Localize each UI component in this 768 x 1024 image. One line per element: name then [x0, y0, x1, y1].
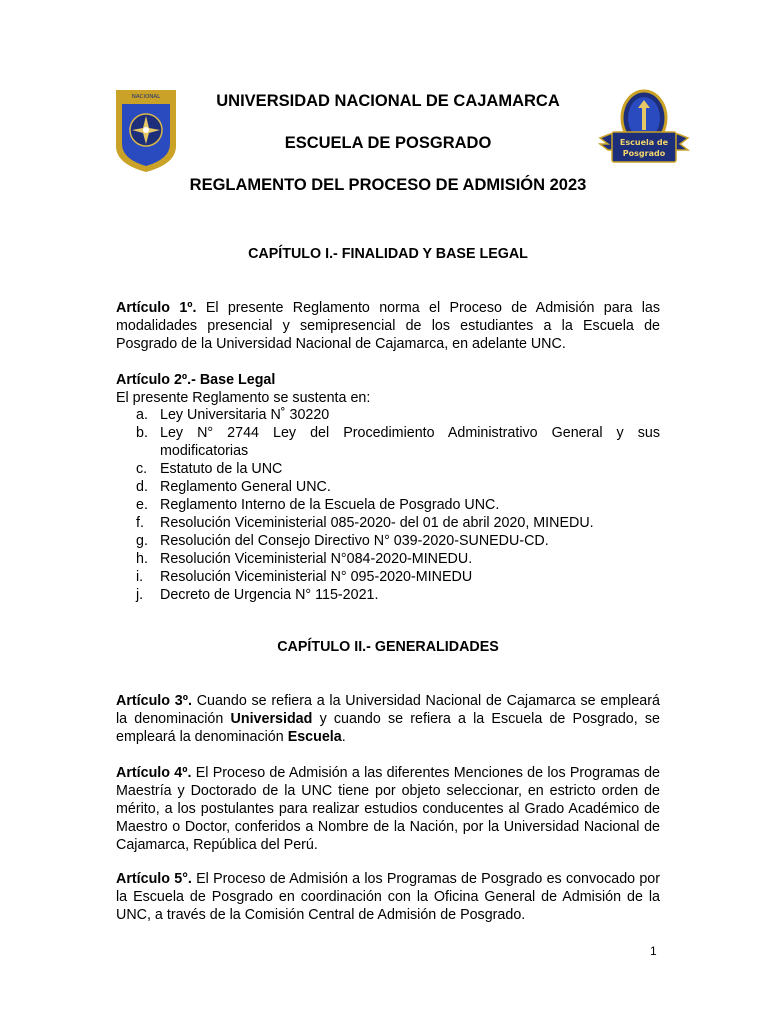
list-marker: h.	[136, 551, 148, 567]
list-item-text: Estatuto de la UNC	[160, 461, 283, 477]
list-item-text: Resolución Viceministerial 085-2020- del 01 de abril 2020, MINEDU.	[160, 515, 594, 531]
list-item	[136, 532, 660, 550]
list-item	[136, 496, 660, 514]
article-3-label: Artículo 3º.	[116, 693, 192, 709]
article-4-text: El Proceso de Admisión a las diferentes Menciones de los Programas de Maestría y Doctorado de la UNC tiene por objeto seleccionar, en estricto orden de mérito, a los postulantes para realizar estudios conducentes al Grado Académico de Maestro o Doctor, conferidos a Nombre de la Nación, por la Universidad Nacional de Cajamarca, República del Perú.	[116, 765, 660, 853]
list-item-text: Resolución del Consejo Directivo N° 039-2020-SUNEDU-CD.	[160, 533, 549, 549]
article-4-label: Artículo 4º.	[116, 765, 192, 781]
list-item-text: Ley N° 2744 Ley del Procedimiento Administrativo General y sus modificatorias	[160, 425, 660, 459]
article-5-label: Artículo 5°.	[116, 871, 192, 887]
list-item	[136, 568, 660, 586]
article-5	[116, 870, 660, 924]
legal-basis-list	[136, 406, 660, 604]
chapter-2-title: CAPÍTULO II.- GENERALIDADES	[277, 639, 499, 655]
list-item	[136, 424, 660, 460]
article-2-intro: El presente Reglamento se sustenta en:	[116, 390, 371, 406]
list-marker: g.	[136, 533, 148, 549]
list-marker: i.	[136, 569, 144, 585]
list-item-text: Reglamento Interno de la Escuela de Posgrado UNC.	[160, 497, 500, 513]
list-item	[136, 460, 660, 478]
article-1-label: Artículo 1º.	[116, 300, 197, 316]
list-item	[136, 514, 660, 532]
list-marker: f.	[136, 515, 144, 531]
chapter-1-title: CAPÍTULO I.- FINALIDAD Y BASE LEGAL	[248, 246, 528, 262]
article-3-text-c: .	[341, 729, 346, 745]
article-3-text-b: y cuando se refiera a la Escuela de Posgrado, se empleará la denominación	[116, 711, 660, 745]
article-1	[116, 299, 660, 353]
article-2-heading	[116, 371, 660, 407]
article-3-bold-b: Escuela	[287, 729, 342, 745]
badge-line-1: Escuela de	[619, 138, 669, 147]
list-item	[136, 586, 660, 604]
list-marker: a.	[136, 407, 148, 423]
regulation-title: REGLAMENTO DEL PROCESO DE ADMISIÓN 2023	[189, 176, 587, 194]
article-3-bold-a: Universidad	[230, 711, 313, 727]
list-item-text: Resolución Viceministerial N° 095-2020-MINEDU	[160, 569, 473, 585]
badge-line-2: Posgrado	[622, 149, 666, 158]
list-item-text: Resolución Viceministerial N°084-2020-MINEDU.	[160, 551, 473, 567]
list-item-text: Ley Universitaria N˚ 30220	[160, 407, 330, 423]
list-item-text: Reglamento General UNC.	[160, 479, 331, 495]
list-marker: j.	[136, 587, 144, 603]
list-item	[136, 478, 660, 496]
article-2-label: Artículo 2º.- Base Legal	[116, 372, 276, 388]
school-title: ESCUELA DE POSGRADO	[284, 134, 492, 152]
list-marker: e.	[136, 497, 148, 513]
page-number: 1	[650, 944, 657, 958]
article-4	[116, 764, 660, 854]
article-1-text: El presente Reglamento norma el Proceso de Admisión para las modalidades presencial y semipresencial de los estudiantes a la Escuela de Posgrado de la Universidad Nacional de Cajamarca, en adelante UNC.	[116, 300, 660, 352]
list-item	[136, 406, 660, 424]
list-marker: b.	[136, 425, 148, 441]
article-3-text-a: Cuando se refiera a la Universidad Nacional de Cajamarca se empleará la denominación	[116, 693, 660, 727]
logo-left-text: NACIONAL	[131, 94, 161, 100]
list-item-text: Decreto de Urgencia N° 115-2021.	[160, 587, 379, 603]
article-5-text: El Proceso de Admisión a los Programas de Posgrado es convocado por la Escuela de Posgrado en coordinación con la Oficina General de Admisión de la UNC, a través de la Comisión Central de Admisión de Posgrado.	[116, 871, 660, 923]
list-item	[136, 550, 660, 568]
list-marker: d.	[136, 479, 148, 495]
university-title: UNIVERSIDAD NACIONAL DE CAJAMARCA	[216, 92, 560, 110]
list-marker: c.	[136, 461, 148, 477]
article-3	[116, 692, 660, 746]
